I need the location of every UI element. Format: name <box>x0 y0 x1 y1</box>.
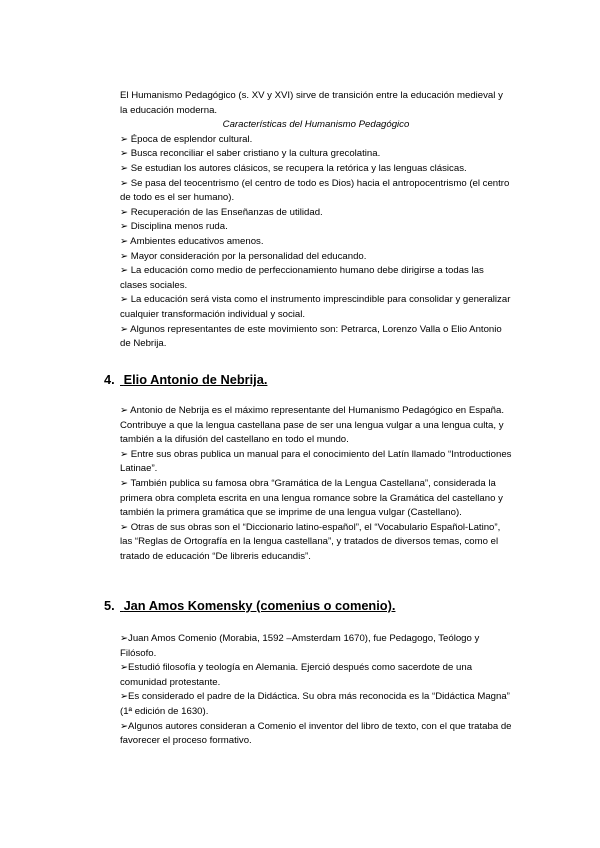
section-number: 5. <box>104 598 115 613</box>
characteristics-subtitle: Características del Humanismo Pedagógico <box>222 119 410 131</box>
list-item: ➢ Época de esplendor cultural. <box>120 133 253 145</box>
paragraph: ➢ Antonio de Nebrija es el máximo representante del Humanismo Pedagógico en España. Contribuye a que la lengua castellana pase de ser una lengua vulgar a una lengua culta, y también a la difusión del castellano en todo el mundo. <box>120 405 505 446</box>
paragraph: ➢Es considerado el padre de la Didáctica. Su obra más reconocida es la “Didáctica Magna” (1ª edición de 1630). <box>120 691 510 717</box>
list-item: ➢ Busca reconciliar el saber cristiano y la cultura grecolatina. <box>120 148 381 160</box>
list-item: ➢ Recuperación de las Enseñanzas de utilidad. <box>120 206 323 218</box>
paragraph: ➢ También publica su famosa obra “Gramática de la Lengua Castellana”, considerada la primera obra completa escrita en una lengua romance sobre la Gramática del castellano y también la primera gramática que se imprime de una lengua vulgar (Castellano). <box>120 477 503 519</box>
list-item: ➢ Ambientes educativos amenos. <box>120 235 264 247</box>
paragraph: ➢Juan Amos Comenio (Morabia, 1592 –Amsterdam 1670), fue Pedagogo, Teólogo y Filósofo. <box>120 633 480 659</box>
paragraph: ➢Algunos autores consideran a Comenio el inventor del libro de texto, con el que trataba de favorecer el proceso formativo. <box>120 720 512 747</box>
section-title: Jan Amos Komensky (comenius o comenio). <box>123 598 396 613</box>
list-item: ➢ Algunos representantes de este movimiento son: Petrarca, Lorenzo Valla o Elio Antonio de Nebrija. <box>120 323 502 350</box>
paragraph: ➢ Entre sus obras publica un manual para el conocimiento del Latín llamado “Introductiones Latinae”. <box>120 448 512 475</box>
list-item: ➢ Se estudian los autores clásicos, se recupera la retórica y las lenguas clásicas. <box>120 162 467 174</box>
section-5-heading <box>104 598 395 614</box>
list-item: ➢ Disciplina menos ruda. <box>120 221 228 233</box>
section-number: 4. <box>104 372 115 387</box>
list-item: ➢ Se pasa del teocentrismo (el centro de todo es Dios) hacia el antropocentrismo (el centro de todo es el ser humano). <box>120 177 510 204</box>
intro-paragraph: El Humanismo Pedagógico (s. XV y XVI) sirve de transición entre la educación medieval y la educación moderna. <box>120 90 503 116</box>
list-item: ➢ La educación será vista como el instrumento imprescindible para consolidar y generalizar cualquier transformación individual y social. <box>120 294 511 320</box>
paragraph: ➢Estudió filosofía y teología en Alemania. Ejerció después como sacerdote de una comunidad protestante. <box>120 662 473 688</box>
section-5-body <box>120 632 512 749</box>
paragraph: ➢ Otras de sus obras son el “Diccionario latino-español”, el “Vocabulario Español-Latino”, las “Reglas de Ortografía en la lengua castellana”, y tratados de diversos temas, como el tratado de educación “De libreris educandis”. <box>120 521 501 562</box>
section-4-heading <box>104 372 267 388</box>
section-4-body <box>120 404 512 565</box>
list-item: ➢ Mayor consideración por la personalidad del educando. <box>120 250 367 262</box>
list-item: ➢ La educación como medio de perfeccionamiento humano debe dirigirse a todas las clases sociales. <box>120 265 484 291</box>
section-title: Elio Antonio de Nebrija. <box>123 372 268 387</box>
humanism-intro <box>120 89 512 352</box>
